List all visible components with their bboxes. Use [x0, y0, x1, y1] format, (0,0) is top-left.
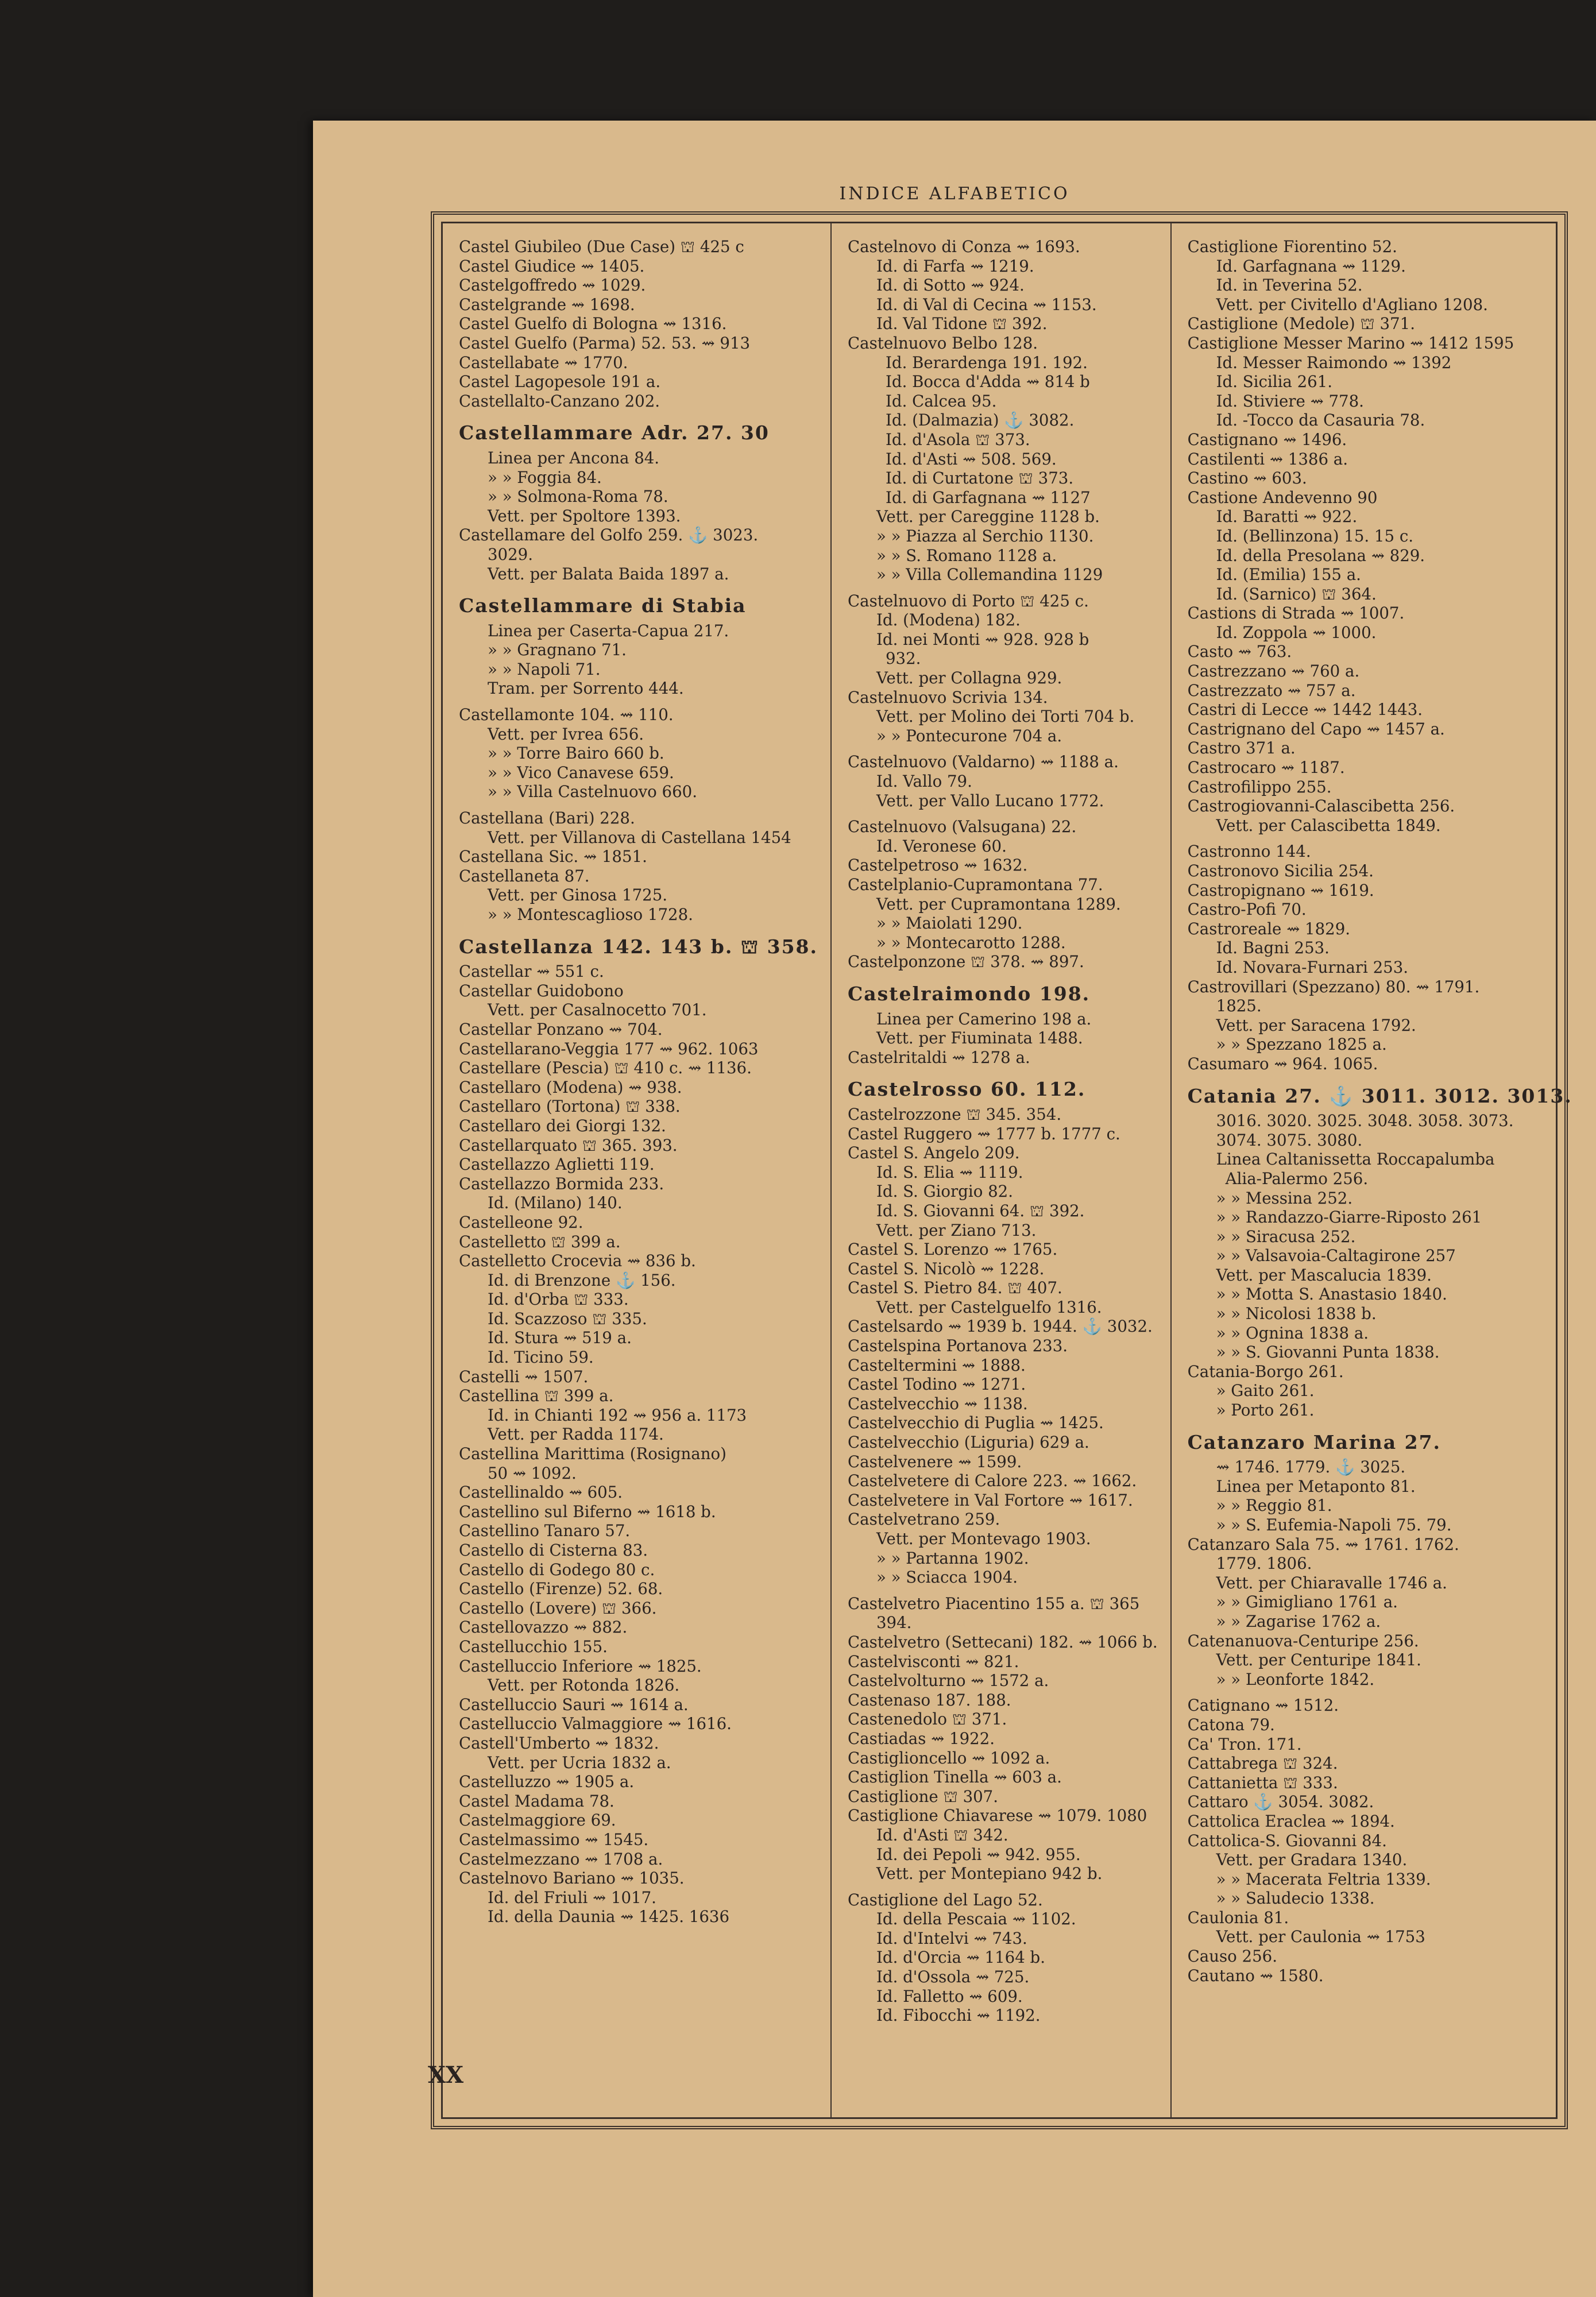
- index-entry: Castelvisconti ⇝ 821.: [848, 1652, 1019, 1671]
- index-entry: Castellarquato ⛫ 365. 393.: [459, 1135, 678, 1155]
- index-entry: Castelgoffredo ⇝ 1029.: [459, 276, 646, 295]
- index-entry: Id. (Dalmazia) ⚓ 3082.: [886, 411, 1075, 430]
- index-entry: Vett. per Saracena 1792.: [1216, 1015, 1416, 1035]
- index-entry: Cattanietta ⛫ 333.: [1187, 1773, 1338, 1792]
- index-entry: Vett. per Collagna 929.: [876, 668, 1062, 688]
- index-entry: » » Gragnano 71.: [488, 640, 627, 660]
- index-heading: Catania 27. ⚓ 3011. 3012. 3013.: [1187, 1084, 1572, 1107]
- index-entry: » » Piazza al Serchio 1130.: [876, 526, 1094, 546]
- index-heading: Castellanza 142. 143 b. ⛫ 358.: [459, 935, 818, 958]
- index-entry: Id. d'Intelvi ⇝ 743.: [876, 1928, 1027, 1948]
- index-entry: Castel Todino ⇝ 1271.: [848, 1375, 1026, 1394]
- index-entry: Castelspina Portanova 233.: [848, 1336, 1068, 1356]
- index-entry: Id. (Bellinzona) 15. 15 c.: [1216, 526, 1414, 546]
- index-entry: Castropignano ⇝ 1619.: [1187, 880, 1374, 900]
- index-entry: Castello di Godego 80 c.: [459, 1560, 655, 1579]
- index-entry: Castelmezzano ⇝ 1708 a.: [459, 1849, 663, 1869]
- index-entry: » Gaito 261.: [1216, 1381, 1315, 1401]
- index-entry: Catignano ⇝ 1512.: [1187, 1696, 1339, 1715]
- index-entry: Castelluccio Inferiore ⇝ 1825.: [459, 1656, 702, 1676]
- index-entry: Linea Caltanissetta Roccapalumba: [1216, 1150, 1495, 1169]
- index-entry: Id. Calcea 95.: [886, 391, 997, 411]
- index-entry: » » Messina 252.: [1216, 1188, 1353, 1208]
- index-entry: Cattaro ⚓ 3054. 3082.: [1187, 1792, 1374, 1812]
- index-entry: Id. (Modena) 182.: [876, 610, 1021, 630]
- index-entry: Castrezzato ⇝ 757 a.: [1187, 680, 1356, 700]
- index-entry: Cautano ⇝ 1580.: [1187, 1966, 1324, 1985]
- index-entry: » Porto 261.: [1216, 1401, 1315, 1420]
- index-entry: Castiglione Fiorentino 52.: [1187, 237, 1397, 256]
- index-entry: Vett. per Vallo Lucano 1772.: [876, 791, 1104, 810]
- index-entry: Vett. per Ivrea 656.: [488, 724, 644, 744]
- index-entry: Castellalto-Canzano 202.: [459, 391, 660, 411]
- index-entry: Castel Ruggero ⇝ 1777 b. 1777 c.: [848, 1124, 1120, 1143]
- index-entry: Cattolica-S. Giovanni 84.: [1187, 1831, 1387, 1850]
- index-entry: Castrocaro ⇝ 1187.: [1187, 758, 1345, 778]
- index-entry: » » Villa Castelnuovo 660.: [488, 782, 697, 802]
- index-entry: Castello (Firenze) 52. 68.: [459, 1579, 663, 1599]
- index-entry: » » Vico Canavese 659.: [488, 763, 674, 782]
- index-entry: » » Motta S. Anastasio 1840.: [1216, 1285, 1447, 1304]
- index-entry: Castellinaldo ⇝ 605.: [459, 1483, 623, 1502]
- index-entry: Vett. per Chiaravalle 1746 a.: [1216, 1573, 1447, 1592]
- index-entry: » » Montecarotto 1288.: [876, 933, 1066, 952]
- book-page: [313, 121, 1596, 2297]
- index-entry: Caulonia 81.: [1187, 1908, 1289, 1927]
- index-entry: Castri di Lecce ⇝ 1442 1443.: [1187, 700, 1423, 720]
- index-entry: Castelnuovo (Valdarno) ⇝ 1188 a.: [848, 752, 1119, 772]
- index-column-1: [443, 223, 832, 2117]
- index-entry: Castino ⇝ 603.: [1187, 469, 1307, 488]
- index-entry: Castelvetrano 259.: [848, 1510, 1000, 1529]
- index-entry: Castelrozzone ⛫ 345. 354.: [848, 1104, 1062, 1124]
- index-entry: Id. d'Asti ⛫ 342.: [876, 1825, 1008, 1844]
- index-entry: Castiglione (Medole) ⛫ 371.: [1187, 314, 1415, 334]
- index-entry: Castro 371 a.: [1187, 738, 1296, 758]
- index-entry: Castellaro dei Giorgi 132.: [459, 1116, 666, 1135]
- index-entry: Castelponzone ⛫ 378. ⇝ 897.: [848, 952, 1084, 972]
- index-entry: Castro-Pofi 70.: [1187, 900, 1307, 919]
- index-entry: Castelnovo Bariano ⇝ 1035.: [459, 1869, 685, 1888]
- index-entry: Castiadas ⇝ 1922.: [848, 1728, 995, 1748]
- index-entry: Id. Veronese 60.: [876, 836, 1007, 856]
- index-entry: Id. Baratti ⇝ 922.: [1216, 507, 1358, 527]
- index-entry: Id. d'Ossola ⇝ 725.: [876, 1967, 1030, 1987]
- index-entry: Vett. per Molino dei Torti 704 b.: [876, 707, 1135, 726]
- index-entry: Castelsardo ⇝ 1939 b. 1944. ⚓ 3032.: [848, 1317, 1153, 1336]
- index-entry: Vett. per Rotonda 1826.: [488, 1676, 680, 1695]
- index-entry: 1825.: [1216, 996, 1262, 1016]
- index-entry: Castelmaggiore 69.: [459, 1811, 616, 1830]
- index-entry: Castellaro (Tortona) ⛫ 338.: [459, 1097, 681, 1116]
- index-entry: Vett. per Fiuminata 1488.: [876, 1028, 1083, 1048]
- index-entry: Id. Messer Raimondo ⇝ 1392: [1216, 353, 1452, 372]
- index-entry: Castignano ⇝ 1496.: [1187, 430, 1347, 449]
- index-entry: Castelluccio Sauri ⇝ 1614 a.: [459, 1695, 689, 1714]
- index-entry: Castelvecchio (Liguria) 629 a.: [848, 1433, 1089, 1452]
- index-column-3: [1172, 223, 1585, 2117]
- index-entry: Id. della Daunia ⇝ 1425. 1636: [488, 1907, 730, 1927]
- index-entry: Castiglione del Lago 52.: [848, 1890, 1043, 1909]
- index-entry: Id. Val Tidone ⛫ 392.: [876, 314, 1048, 334]
- index-entry: Id. Novara-Furnari 253.: [1216, 957, 1409, 977]
- index-entry: Vett. per Ziano 713.: [876, 1220, 1037, 1240]
- index-entry: Castelritaldi ⇝ 1278 a.: [848, 1047, 1030, 1067]
- index-entry: Id. della Presolana ⇝ 829.: [1216, 546, 1425, 565]
- index-entry: Id. Sicilia 261.: [1216, 372, 1333, 392]
- index-entry: Castellar ⇝ 551 c.: [459, 962, 604, 981]
- index-entry: Castellar Ponzano ⇝ 704.: [459, 1019, 663, 1039]
- index-entry: Castellino Tanaro 57.: [459, 1521, 631, 1541]
- index-entry: Id. S. Giorgio 82.: [876, 1182, 1013, 1201]
- index-entry: Castel Lagopesole 191 a.: [459, 372, 661, 392]
- index-entry: » » Ognina 1838 a.: [1216, 1323, 1369, 1343]
- index-entry: » » S. Giovanni Punta 1838.: [1216, 1343, 1440, 1362]
- index-entry: Castellabate ⇝ 1770.: [459, 353, 628, 372]
- index-entry: Castelpetroso ⇝ 1632.: [848, 856, 1028, 875]
- index-entry: Id. di Brenzone ⚓ 156.: [488, 1270, 676, 1290]
- index-entry: Vett. per Cupramontana 1289.: [876, 894, 1121, 914]
- index-entry: Id. Scazzoso ⛫ 335.: [488, 1309, 647, 1328]
- index-entry: » » Pontecurone 704 a.: [876, 726, 1062, 745]
- index-entry: Id. di Farfa ⇝ 1219.: [876, 256, 1034, 276]
- index-heading: Castellammare di Stabia: [459, 594, 747, 617]
- index-entry: » » Valsavoia-Caltagirone 257: [1216, 1246, 1456, 1266]
- index-entry: Catona 79.: [1187, 1715, 1275, 1734]
- index-entry: Castellare (Pescia) ⛫ 410 c. ⇝ 1136.: [459, 1058, 752, 1078]
- index-entry: Castel Guelfo (Parma) 52. 53. ⇝ 913: [459, 333, 751, 353]
- index-entry: Castelnovo di Conza ⇝ 1693.: [848, 237, 1080, 256]
- index-entry: 394.: [876, 1613, 912, 1633]
- index-entry: Catania-Borgo 261.: [1187, 1362, 1344, 1381]
- index-entry: Id. -Tocco da Casauria 78.: [1216, 411, 1425, 430]
- index-entry: » » Partanna 1902.: [876, 1548, 1029, 1568]
- index-entry: Castelvenere ⇝ 1599.: [848, 1452, 1022, 1471]
- index-entry: Castellaro (Modena) ⇝ 938.: [459, 1077, 682, 1097]
- index-entry: Castello (Lovere) ⛫ 366.: [459, 1598, 657, 1618]
- index-entry: » » Reggio 81.: [1216, 1496, 1332, 1515]
- index-entry: » » Solmona-Roma 78.: [488, 487, 668, 506]
- index-entry: » » Foggia 84.: [488, 467, 602, 487]
- index-entry: Vett. per Montepiano 942 b.: [876, 1864, 1103, 1884]
- index-entry: Castelleone 92.: [459, 1212, 583, 1232]
- index-entry: Castrezzano ⇝ 760 a.: [1187, 662, 1360, 681]
- index-entry: Castellucchio 155.: [459, 1637, 608, 1656]
- index-entry: Catanzaro Sala 75. ⇝ 1761. 1762.: [1187, 1534, 1459, 1554]
- index-entry: » » Maiolati 1290.: [876, 914, 1023, 933]
- index-entry: Id. (Emilia) 155 a.: [1216, 565, 1361, 585]
- index-entry: Castellamonte 104. ⇝ 110.: [459, 705, 674, 725]
- index-entry: 1779. 1806.: [1216, 1554, 1312, 1573]
- index-entry: Id. (Milano) 140.: [488, 1193, 623, 1213]
- index-entry: Id. Stiviere ⇝ 778.: [1216, 391, 1364, 411]
- index-entry: Linea per Ancona 84.: [488, 448, 660, 467]
- index-entry: Castellino sul Biferno ⇝ 1618 b.: [459, 1502, 716, 1521]
- index-entry: Castelvetere in Val Fortore ⇝ 1617.: [848, 1490, 1133, 1510]
- index-entry: Castelnuovo (Valsugana) 22.: [848, 817, 1077, 837]
- index-entry: Castellazzo Bormida 233.: [459, 1174, 664, 1193]
- index-entry: » » Leonforte 1842.: [1216, 1669, 1375, 1689]
- index-entry: Castellana (Bari) 228.: [459, 809, 635, 828]
- index-entry: Id. della Pescaia ⇝ 1102.: [876, 1909, 1076, 1929]
- index-entry: Castilenti ⇝ 1386 a.: [1187, 449, 1348, 469]
- index-entry: Linea per Metaponto 81.: [1216, 1476, 1416, 1496]
- index-heading: Catanzaro Marina 27.: [1187, 1430, 1442, 1453]
- index-entry: Castione Andevenno 90: [1187, 488, 1378, 507]
- index-entry: Id. Fibocchi ⇝ 1192.: [876, 2006, 1041, 2025]
- index-entry: Vett. per Montevago 1903.: [876, 1529, 1091, 1548]
- index-entry: 50 ⇝ 1092.: [488, 1463, 577, 1483]
- index-entry: Castelplanio-Cupramontana 77.: [848, 875, 1103, 894]
- index-entry: Vett. per Caulonia ⇝ 1753: [1216, 1927, 1425, 1947]
- index-entry: Alia-Palermo 256.: [1225, 1169, 1369, 1188]
- index-entry: Id. Ticino 59.: [488, 1348, 594, 1367]
- index-entry: Castelnuovo di Porto ⛫ 425 c.: [848, 591, 1089, 610]
- index-entry: » » Torre Bairo 660 b.: [488, 744, 664, 763]
- index-entry: 932.: [886, 649, 921, 668]
- index-entry: » » S. Romano 1128 a.: [876, 546, 1057, 565]
- index-entry: Id. dei Pepoli ⇝ 942. 955.: [876, 1844, 1081, 1864]
- index-entry: Castello di Cisterna 83.: [459, 1541, 648, 1560]
- index-entry: Id. Bagni 253.: [1216, 938, 1330, 958]
- index-entry: Castiglione Chiavarese ⇝ 1079. 1080: [848, 1806, 1147, 1826]
- index-entry: Castel S. Pietro 84. ⛫ 407.: [848, 1278, 1062, 1298]
- index-entry: Castelvolturno ⇝ 1572 a.: [848, 1671, 1049, 1691]
- index-entry: Id. d'Asti ⇝ 508. 569.: [886, 449, 1057, 469]
- index-entry: Castel Giudice ⇝ 1405.: [459, 256, 645, 276]
- index-entry: Id. nei Monti ⇝ 928. 928 b: [876, 629, 1089, 649]
- index-entry: Castelgrande ⇝ 1698.: [459, 295, 635, 314]
- index-entry: Vett. per Radda 1174.: [488, 1425, 664, 1444]
- index-entry: » » Macerata Feltria 1339.: [1216, 1869, 1431, 1889]
- index-entry: Castroreale ⇝ 1829.: [1187, 919, 1351, 938]
- index-entry: Castions di Strada ⇝ 1007.: [1187, 604, 1405, 623]
- index-entry: » » Montescaglioso 1728.: [488, 905, 693, 924]
- index-entry: Castrovillari (Spezzano) 80. ⇝ 1791.: [1187, 977, 1480, 996]
- index-entry: Castellar Guidobono: [459, 981, 624, 1000]
- index-entry: Castiglione ⛫ 307.: [848, 1786, 999, 1806]
- index-entry: Cattabrega ⛫ 324.: [1187, 1754, 1338, 1773]
- index-entry: » » Zagarise 1762 a.: [1216, 1611, 1381, 1631]
- index-entry: Castelmassimo ⇝ 1545.: [459, 1830, 649, 1849]
- index-entry: Vett. per Mascalucia 1839.: [1216, 1265, 1432, 1285]
- index-entry: Castellina ⛫ 399 a.: [459, 1386, 614, 1406]
- index-entry: 3074. 3075. 3080.: [1216, 1130, 1363, 1150]
- index-entry: Castel S. Angelo 209.: [848, 1143, 1020, 1163]
- index-entry: Vett. per Gradara 1340.: [1216, 1850, 1408, 1870]
- index-entry: Id. di Curtatone ⛫ 373.: [886, 469, 1074, 488]
- index-entry: Id. Berardenga 191. 192.: [886, 353, 1088, 372]
- index-entry: Castel S. Lorenzo ⇝ 1765.: [848, 1240, 1058, 1259]
- index-entry: Vett. per Ginosa 1725.: [488, 885, 668, 905]
- index-entry: » » Gimigliano 1761 a.: [1216, 1592, 1398, 1612]
- index-entry: Castelvecchio ⇝ 1138.: [848, 1394, 1028, 1413]
- index-entry: Castellana Sic. ⇝ 1851.: [459, 847, 647, 867]
- page-number: XX: [428, 2062, 464, 2089]
- index-entry: Tram. per Sorrento 444.: [488, 679, 684, 698]
- index-entry: Linea per Caserta-Capua 217.: [488, 621, 729, 640]
- index-entry: Castel S. Nicolò ⇝ 1228.: [848, 1259, 1045, 1278]
- index-entry: Vett. per Villanova di Castellana 1454: [488, 827, 791, 847]
- index-entry: Castelvetro (Settecani) 182. ⇝ 1066 b.: [848, 1632, 1158, 1652]
- index-entry: Vett. per Centuripe 1841.: [1216, 1650, 1421, 1670]
- index-entry: Castenaso 187. 188.: [848, 1690, 1011, 1710]
- index-entry: Id. Garfagnana ⇝ 1129.: [1216, 256, 1406, 276]
- index-entry: Id. Bocca d'Adda ⇝ 814 b: [886, 372, 1090, 392]
- index-entry: » » Nicolosi 1838 b.: [1216, 1304, 1377, 1324]
- index-entry: Id. in Teverina 52.: [1216, 276, 1363, 295]
- index-entry: 3029.: [488, 544, 533, 564]
- index-entry: » » Saludecio 1338.: [1216, 1889, 1375, 1908]
- index-entry: » » Napoli 71.: [488, 659, 601, 679]
- index-heading: Castellammare Adr. 27. 30: [459, 421, 770, 444]
- index-entry: Vett. per Civitello d'Agliano 1208.: [1216, 295, 1488, 314]
- index-entry: Id. di Val di Cecina ⇝ 1153.: [876, 295, 1097, 314]
- index-entry: Casumaro ⇝ 964. 1065.: [1187, 1054, 1378, 1073]
- index-entry: » » Villa Collemandina 1129: [876, 565, 1103, 585]
- index-entry: Id. di Sotto ⇝ 924.: [876, 276, 1025, 295]
- index-entry: Castrignano del Capo ⇝ 1457 a.: [1187, 719, 1445, 738]
- index-entry: Castellina Marittima (Rosignano): [459, 1444, 726, 1464]
- index-entry: Castelletto ⛫ 399 a.: [459, 1232, 621, 1251]
- index-entry: Id. in Chianti 192 ⇝ 956 a. 1173: [488, 1405, 747, 1425]
- index-entry: Castelvetere di Calore 223. ⇝ 1662.: [848, 1471, 1137, 1491]
- index-entry: Castellaneta 87.: [459, 866, 590, 885]
- index-entry: Id. S. Elia ⇝ 1119.: [876, 1162, 1023, 1182]
- index-entry: Linea per Camerino 198 a.: [876, 1009, 1092, 1028]
- index-entry: Castelluccio Valmaggiore ⇝ 1616.: [459, 1714, 732, 1734]
- index-entry: » » Siracusa 252.: [1216, 1227, 1356, 1246]
- index-entry: Id. Vallo 79.: [876, 772, 972, 791]
- index-entry: Id. d'Asola ⛫ 373.: [886, 430, 1030, 449]
- index-entry: Castelvecchio di Puglia ⇝ 1425.: [848, 1413, 1104, 1433]
- index-entry: Castelletto Crocevia ⇝ 836 b.: [459, 1251, 696, 1271]
- index-entry: Castrogiovanni-Calascibetta 256.: [1187, 796, 1455, 816]
- index-entry: » » S. Eufemia-Napoli 75. 79.: [1216, 1515, 1452, 1534]
- index-entry: Castellovazzo ⇝ 882.: [459, 1618, 628, 1637]
- index-heading: Castelrosso 60. 112.: [848, 1078, 1086, 1101]
- index-entry: Castelnuovo Belbo 128.: [848, 333, 1038, 353]
- index-entry: Vett. per Calascibetta 1849.: [1216, 815, 1441, 835]
- index-entry: Id. Zoppola ⇝ 1000.: [1216, 622, 1377, 642]
- index-entry: Castenedolo ⛫ 371.: [848, 1710, 1007, 1729]
- index-entry: Vett. per Ucria 1832 a.: [488, 1753, 671, 1772]
- index-entry: Castel Giubileo (Due Case) ⛫ 425 c: [459, 237, 744, 256]
- index-heading: Castelraimondo 198.: [848, 982, 1091, 1005]
- index-entry: Id. (Sarnico) ⛫ 364.: [1216, 584, 1377, 604]
- index-entry: Castel Madama 78.: [459, 1791, 615, 1811]
- index-entry: » » Randazzo-Giarre-Riposto 261: [1216, 1208, 1482, 1227]
- index-entry: » » Spezzano 1825 a.: [1216, 1035, 1387, 1054]
- index-entry: Vett. per Casalnocetto 701.: [488, 1000, 707, 1020]
- index-entry: Castelli ⇝ 1507.: [459, 1367, 589, 1386]
- page-title: INDICE ALFABETICO: [839, 184, 1070, 204]
- index-entry: Castell'Umberto ⇝ 1832.: [459, 1733, 659, 1753]
- index-entry: Causo 256.: [1187, 1947, 1277, 1966]
- index-entry: Vett. per Spoltore 1393.: [488, 506, 681, 525]
- index-entry: Id. del Friuli ⇝ 1017.: [488, 1888, 656, 1907]
- index-entry: Castellazzo Aglietti 119.: [459, 1155, 655, 1174]
- index-entry: Castiglione Messer Marino ⇝ 1412 1595: [1187, 333, 1514, 353]
- index-entry: Castrofilippo 255.: [1187, 777, 1332, 796]
- index-entry: Vett. per Balata Baida 1897 a.: [488, 564, 729, 583]
- index-entry: Castellarano-Veggia 177 ⇝ 962. 1063: [459, 1039, 759, 1058]
- index-entry: Catenanuova-Centuripe 256.: [1187, 1631, 1419, 1650]
- index-entry: Cattolica Eraclea ⇝ 1894.: [1187, 1811, 1395, 1831]
- index-entry: Id. di Garfagnana ⇝ 1127: [886, 488, 1091, 507]
- index-entry: Id. Falletto ⇝ 609.: [876, 1986, 1023, 2006]
- index-entry: Castel Guelfo di Bologna ⇝ 1316.: [459, 314, 727, 334]
- index-entry: Id. Stura ⇝ 519 a.: [488, 1328, 632, 1348]
- index-entry: Castelnuovo Scrivia 134.: [848, 687, 1048, 707]
- index-entry: Ca' Tron. 171.: [1187, 1734, 1302, 1754]
- index-columns: [441, 222, 1572, 2119]
- index-entry: Castellamare del Golfo 259. ⚓ 3023.: [459, 525, 759, 545]
- index-entry: Castronno 144.: [1187, 842, 1311, 861]
- index-entry: ⇝ 1746. 1779. ⚓ 3025.: [1216, 1457, 1406, 1477]
- index-entry: » » Sciacca 1904.: [876, 1568, 1018, 1587]
- index-entry: Vett. per Careggine 1128 b.: [876, 507, 1100, 527]
- index-column-2: [832, 223, 1172, 2117]
- index-entry: Vett. per Castelguelfo 1316.: [876, 1297, 1102, 1317]
- index-entry: Casto ⇝ 763.: [1187, 642, 1292, 662]
- index-frame: [431, 211, 1572, 2129]
- index-entry: Casteltermini ⇝ 1888.: [848, 1355, 1026, 1375]
- index-entry: Castelvetro Piacentino 155 a. ⛫ 365: [848, 1594, 1140, 1613]
- index-entry: Id. S. Giovanni 64. ⛫ 392.: [876, 1201, 1085, 1220]
- index-entry: Castiglioncello ⇝ 1092 a.: [848, 1748, 1050, 1768]
- index-entry: Castronovo Sicilia 254.: [1187, 861, 1374, 880]
- index-entry: Id. d'Orba ⛫ 333.: [488, 1290, 629, 1309]
- index-entry: Id. d'Orcia ⇝ 1164 b.: [876, 1948, 1045, 1967]
- index-entry: Castelluzzo ⇝ 1905 a.: [459, 1772, 635, 1792]
- index-entry: Castiglion Tinella ⇝ 603 a.: [848, 1768, 1062, 1787]
- index-entry: 3016. 3020. 3025. 3048. 3058. 3073.: [1216, 1111, 1514, 1131]
